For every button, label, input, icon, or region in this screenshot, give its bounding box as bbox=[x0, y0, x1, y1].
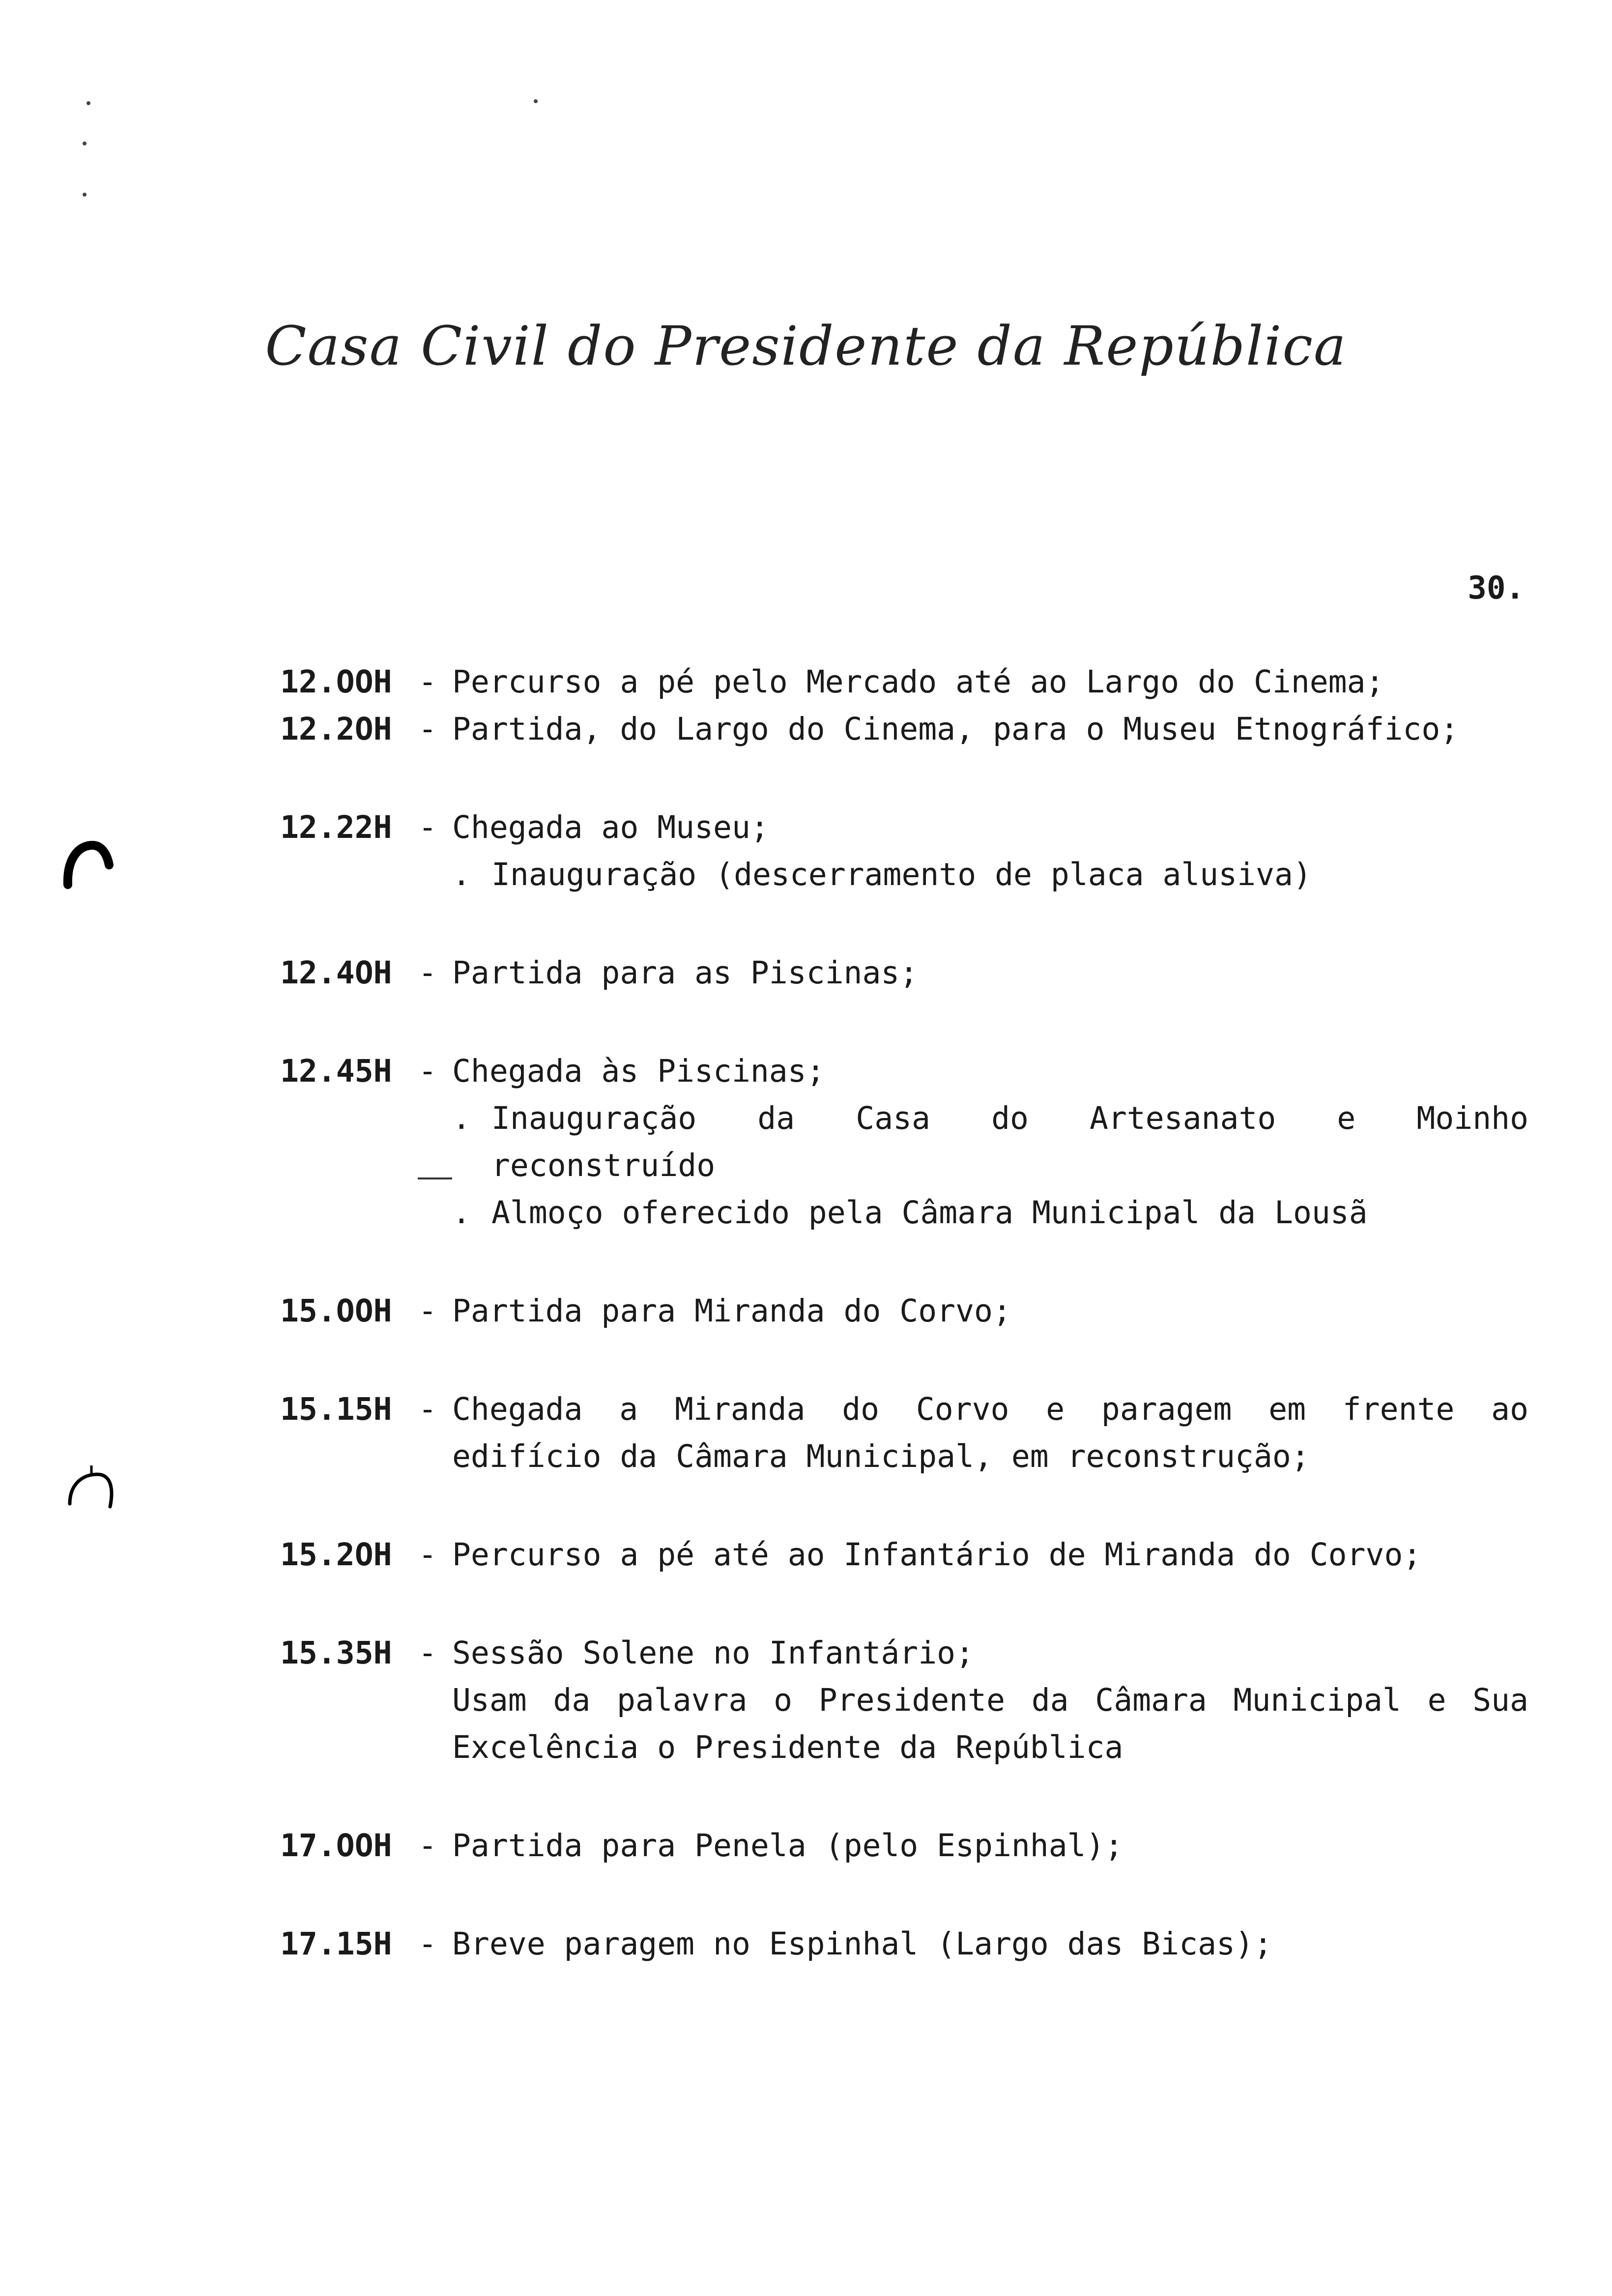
schedule-entry bbox=[280, 949, 1528, 997]
entry-text: Partida para as Piscinas; bbox=[452, 955, 919, 991]
entry-text: edifício da Câmara Municipal, em reconstrução; bbox=[452, 1438, 1310, 1474]
entry-time: 17.15H bbox=[280, 1926, 392, 1962]
entry-text: Excelência o Presidente da República bbox=[452, 1729, 1123, 1765]
schedule-entry bbox=[280, 706, 1528, 753]
entry-text: Chegada às Piscinas; bbox=[452, 1053, 825, 1089]
entry-time: 12.4OH bbox=[280, 955, 392, 991]
entry-text: Percurso a pé até ao Infantário de Miranda do Corvo; bbox=[452, 1537, 1422, 1573]
entry-time: 15.OOH bbox=[280, 1293, 392, 1329]
schedule-entry bbox=[280, 1630, 1528, 1771]
entry-dash: - bbox=[418, 1293, 437, 1329]
schedule-entry bbox=[280, 659, 1528, 706]
entry-text: Partida, do Largo do Cinema, para o Museu Etnográfico; bbox=[452, 711, 1459, 747]
entry-text: Chegada ao Museu; bbox=[452, 809, 769, 845]
schedule-entry bbox=[280, 1048, 1528, 1236]
entry-dash: - bbox=[418, 1537, 437, 1573]
entry-text: Sessão Solene no Infantário; bbox=[452, 1635, 975, 1671]
entry-dash: - bbox=[418, 955, 437, 991]
entry-text: Chegada a Miranda do Corvo e paragem em frente ao bbox=[452, 1391, 1528, 1427]
bullet-text: Almoço oferecido pela Câmara Municipal da Lousã bbox=[491, 1195, 1368, 1231]
bullet-item bbox=[452, 1189, 1528, 1236]
arc-icon bbox=[58, 831, 117, 890]
entry-time: 15.2OH bbox=[280, 1537, 392, 1573]
scan-speck bbox=[83, 142, 86, 145]
schedule-entry bbox=[280, 1822, 1528, 1869]
entry-dash: - bbox=[418, 1053, 437, 1089]
scan-speck bbox=[86, 101, 90, 105]
bullet-continuation bbox=[452, 1142, 1528, 1189]
entry-time: 17.OOH bbox=[280, 1828, 392, 1864]
entry-time: 15.15H bbox=[280, 1391, 392, 1427]
entry-time: 15.35H bbox=[280, 1635, 392, 1671]
entry-dash: - bbox=[418, 711, 437, 747]
bullet-text: Inauguração (descerramento de placa alusiva) bbox=[491, 857, 1312, 892]
bullet-item bbox=[452, 1095, 1528, 1142]
bullet-dot-icon: . bbox=[452, 1195, 471, 1231]
letterhead: Casa Civil do Presidente da República bbox=[265, 315, 1347, 377]
page-number: 30. bbox=[1468, 570, 1525, 606]
entry-dash: - bbox=[418, 1635, 437, 1671]
schedule-entry bbox=[280, 1921, 1528, 1968]
entry-time: 12.22H bbox=[280, 809, 392, 845]
entry-text: Partida para Penela (pelo Espinhal); bbox=[452, 1828, 1123, 1864]
bullet-text: Inauguração da Casa do Artesanato e Moinho bbox=[491, 1100, 1528, 1136]
arc-icon bbox=[63, 1460, 122, 1519]
entry-dash: - bbox=[418, 1828, 437, 1864]
entry-text: Percurso a pé pelo Mercado até ao Largo do Cinema; bbox=[452, 664, 1384, 700]
entry-dash: - bbox=[418, 1926, 437, 1962]
entry-text: Usam da palavra o Presidente da Câmara Municipal e Sua bbox=[452, 1682, 1528, 1718]
schedule-entry bbox=[280, 1288, 1528, 1335]
bullet-dot-icon: . bbox=[452, 857, 471, 892]
bullet-text: reconstruído bbox=[491, 1148, 716, 1183]
schedule-entry bbox=[280, 1531, 1528, 1578]
schedule bbox=[280, 659, 1528, 1968]
entry-text: Breve paragem no Espinhal (Largo das Bicas); bbox=[452, 1926, 1272, 1962]
scan-speck bbox=[83, 193, 86, 197]
entry-time: 12.45H bbox=[280, 1053, 392, 1089]
schedule-entry bbox=[280, 1386, 1528, 1480]
entry-dash: - bbox=[418, 809, 437, 845]
entry-text: Partida para Miranda do Corvo; bbox=[452, 1293, 1011, 1329]
entry-dash: - bbox=[418, 664, 437, 700]
scan-speck bbox=[534, 99, 538, 103]
schedule-entry bbox=[280, 804, 1528, 898]
bullet-item bbox=[452, 851, 1528, 898]
entry-dash: - bbox=[418, 1391, 437, 1427]
entry-time: 12.2OH bbox=[280, 711, 392, 747]
bullet-dot-icon: . bbox=[452, 1100, 471, 1136]
entry-time: 12.OOH bbox=[280, 664, 392, 700]
